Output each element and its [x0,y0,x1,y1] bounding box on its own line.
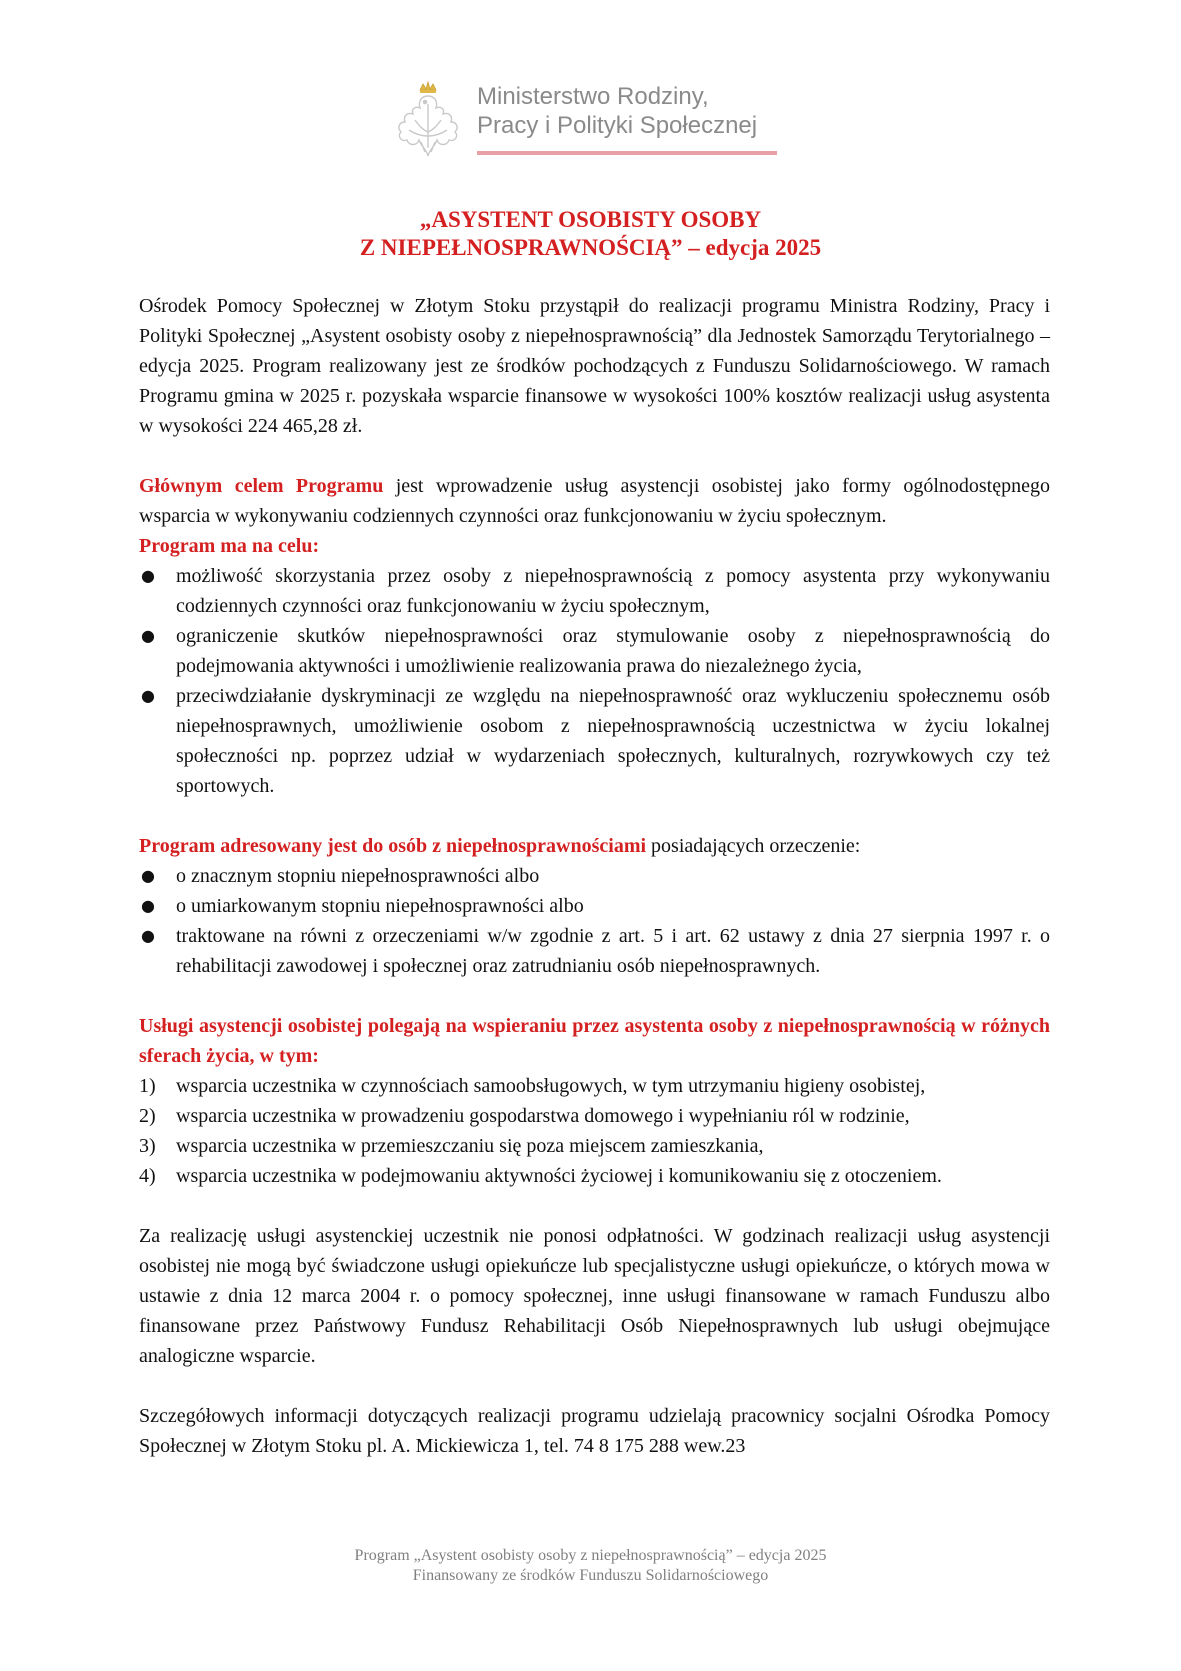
list-item: ● traktowane na równi z orzeczeniami w/w zgodnie z art. 5 i art. 62 ustawy z dnia 27 sierpnia 1997 r. o rehabilitacji zawodowej i społecznej oraz zatrudnianiu osób niepełnosprawnych. [139,921,1050,981]
list-item: 4) wsparcia uczestnika w podejmowaniu aktywności życiowej i komunikowaniu się z otoczeniem. [139,1165,942,1187]
header-rule [477,151,777,155]
goal-text: jest wprowadzenie usług asystencji osobistej jako formy ogólnodostępnego wsparcia w wykonywaniu codziennych czynności oraz funkcjonowaniu w życiu społecznym. [139,475,1050,527]
list-item: ● możliwość skorzystania przez osoby z niepełnosprawnością z pomocy asystenta przy wykonywaniu codziennych czynności oraz funkcjonowaniu w życiu społecznym, [139,561,1050,621]
contact-paragraph: Szczegółowych informacji dotyczących realizacji programu udzielają pracownicy socjalni Ośrodka Pomocy Społecznej w Złotym Stoku pl. A. Mickiewicza 1, tel. 74 8 175 288 wew.23 [139,1405,1050,1457]
title-line1: „ASYSTENT OSOBISTY OSOBY [419,207,762,232]
services-list [139,1071,1050,1191]
bullet-icon: ● [141,626,155,645]
list-item: 2) wsparcia uczestnika w prowadzeniu gospodarstwa domowego i wypełnianiu ról w rodzinie, [139,1105,910,1127]
ministry-name-line2: Pracy i Polityki Społecznej [477,112,758,139]
document-body [139,291,1050,1461]
polish-eagle-emblem-icon [385,76,471,158]
ministry-header [385,76,805,166]
title-line2: Z NIEPEŁNOSPRAWNOŚCIĄ” – edycja 2025 [359,235,822,260]
aims-list [139,561,1050,801]
document-title [0,206,1181,262]
list-item: ● ograniczenie skutków niepełnosprawności oraz stymulowanie osoby z niepełnosprawnością do podejmowania aktywności i umożliwienie realizowania prawa do niezależnego życia, [139,621,1050,681]
ministry-name [477,82,757,140]
ministry-name-line1: Ministerstwo Rodziny, [477,83,709,110]
goal-paragraph [139,471,1050,531]
list-item: ● o umiarkowanym stopniu niepełnosprawności albo [139,891,1050,921]
list-item: 1) wsparcia uczestnika w czynnościach samoobsługowych, w tym utrzymaniu higieny osobistej, [139,1075,926,1097]
list-item: 3) wsparcia uczestnika w przemieszczaniu się poza miejscem zamieszkania, [139,1135,764,1157]
aims-heading: Program ma na celu: [139,535,320,557]
bullet-icon: ● [141,686,155,705]
bullet-icon: ● [141,866,155,885]
bullet-icon: ● [141,566,155,585]
bullet-icon: ● [141,896,155,915]
audience-lead: Program adresowany jest do osób z niepełnosprawnościami [139,835,647,857]
footer-line2: Finansowany ze środków Funduszu Solidarnościowego [412,1567,769,1584]
audience-paragraph [139,831,1050,861]
intro-paragraph: Ośrodek Pomocy Społecznej w Złotym Stoku przystąpił do realizacji programu Ministra Rodziny, Pracy i Polityki Społecznej „Asystent osobisty osoby z niepełnosprawnością” dla Jednostek Samorządu Terytorialnego – edycja 2025. Program realizowany jest ze środków pochodzących z Funduszu Solidarnościowego. W ramach Programu gmina w 2025 r. pozyskała wsparcie finansowe w wysokości 100% kosztów realizacji usług asystenta w wysokości 224 465,28 zł. [139,295,1050,437]
audience-text: posiadających orzeczenie: [646,835,861,857]
page-footer [0,1546,1181,1586]
bullet-icon: ● [141,926,155,945]
list-item: ● o znacznym stopniu niepełnosprawności albo [139,861,1050,891]
fees-paragraph: Za realizację usługi asystenckiej uczestnik nie ponosi odpłatności. W godzinach realizacji usług asystencji osobistej nie mogą być świadczone usługi opiekuńcze lub specjalistyczne usługi opiekuńcze, o których mowa w ustawie z dnia 12 marca 2004 r. o pomocy społecznej, inne usługi finansowane w ramach Funduszu albo finansowane przez Państwowy Fundusz Rehabilitacji Osób Niepełnosprawnych lub usługi obejmujące analogiczne wsparcie. [139,1225,1050,1367]
list-item: ● przeciwdziałanie dyskryminacji ze względu na niepełnosprawność oraz wykluczeniu społecznemu osób niepełnosprawnych, umożliwienie osobom z niepełnosprawnością uczestnictwa w życiu lokalnej społeczności np. poprzez udział w wydarzeniach społecznych, kulturalnych, rozrywkowych czy też sportowych. [139,681,1050,801]
services-heading: Usługi asystencji osobistej polegają na wspieraniu przez asystenta osoby z niepełnosprawnością w różnych sferach życia, w tym: [139,1015,1050,1067]
goal-lead: Głównym celem Programu [139,475,384,497]
footer-line1: Program „Asystent osobisty osoby z niepełnosprawnością” – edycja 2025 [354,1547,827,1564]
audience-list [139,861,1050,981]
